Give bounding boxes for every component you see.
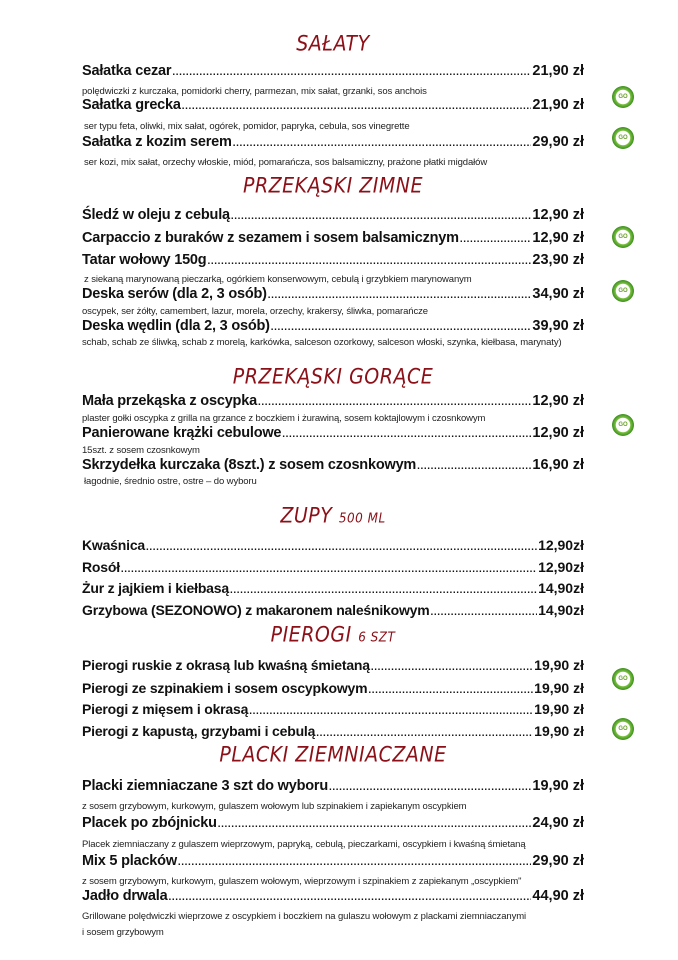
badge-label: GO xyxy=(618,94,628,100)
dot-leader xyxy=(233,138,532,149)
item-name: Carpaccio z buraków z sezamem i sosem balsamicznym xyxy=(82,230,459,246)
menu-item xyxy=(82,559,584,575)
vegetarian-badge-icon xyxy=(612,718,634,740)
section-title: PIEROGI xyxy=(270,622,352,648)
item-price: 12,90 zł xyxy=(532,425,584,441)
item-price: 21,90 zł xyxy=(532,97,584,113)
item-name: Placek po zbójnicku xyxy=(82,815,217,831)
item-name: Pierogi ze szpinakiem i sosem oscypkowym xyxy=(82,680,368,696)
vegetarian-badge-icon xyxy=(612,414,634,436)
dot-leader xyxy=(368,685,533,696)
menu-item xyxy=(82,425,584,441)
item-name: Sałatka cezar xyxy=(82,63,172,79)
section-heading-zupy xyxy=(82,504,584,528)
menu-item xyxy=(82,602,584,618)
item-description: ser kozi, mix sałat, orzechy włoskie, miód, pomarańcza, sos balsamiczny, prażone płatki migdałów xyxy=(84,157,488,168)
item-price: 44,90 zł xyxy=(532,888,584,904)
dot-leader xyxy=(168,892,531,903)
dot-leader xyxy=(258,397,531,408)
section-heading-przekaski-zimne: PRZEKĄSKI ZIMNE xyxy=(242,173,424,199)
item-name: Żur z jajkiem i kiełbasą xyxy=(82,580,229,596)
item-description: polędwiczki z kurczaka, pomidorki cherry, parmezan, mix sałat, grzanki, sos anchois xyxy=(82,86,427,97)
dot-leader xyxy=(268,290,532,301)
menu-item xyxy=(82,537,584,553)
item-price: 19,90 zł xyxy=(534,723,584,739)
dot-leader xyxy=(230,585,537,596)
item-price: 39,90 zł xyxy=(532,318,584,334)
item-price: 12,90zł xyxy=(538,537,584,553)
item-price: 19,90 zł xyxy=(534,657,584,673)
menu-item xyxy=(82,457,584,473)
item-description: plaster gołki oscypka z grilla na grzance z boczkiem i żurawiną, sosem koktajlowym i czosnkowym xyxy=(82,413,486,424)
menu-item xyxy=(82,318,584,334)
item-description: schab, schab ze śliwką, schab z morelą, karkówka, salceson ozorkowy, salceson włoski, szynka, kiełbasa, marynaty) xyxy=(82,337,562,348)
dot-leader xyxy=(121,564,537,575)
dot-leader xyxy=(417,461,531,472)
item-price: 19,90 zł xyxy=(534,701,584,717)
item-name: Mała przekąska z oscypka xyxy=(82,393,257,409)
dot-leader xyxy=(249,706,533,717)
menu-item xyxy=(82,252,584,268)
item-description: z sosem grzybowym, kurkowym, gulaszem wołowym, wieprzowym i szpinakiem z zapiekanym „oscypkiem" xyxy=(82,876,522,887)
item-price: 21,90 zł xyxy=(532,63,584,79)
item-name: Panierowane krążki cebulowe xyxy=(82,425,282,441)
item-description: oscypek, ser żółty, camembert, lazur, morela, orzechy, krakersy, śliwka, pomarańcze xyxy=(82,306,428,317)
item-price: 12,90 zł xyxy=(532,207,584,223)
dot-leader xyxy=(282,429,531,440)
menu-item xyxy=(82,680,584,696)
badge-label: GO xyxy=(618,135,628,141)
vegetarian-badge-icon xyxy=(612,668,634,690)
item-name: Sałatka z kozim serem xyxy=(82,134,232,150)
item-price: 14,90zł xyxy=(538,580,584,596)
item-price: 23,90 zł xyxy=(532,252,584,268)
vegetarian-badge-icon xyxy=(612,86,634,108)
menu-item xyxy=(82,286,584,302)
dot-leader xyxy=(271,322,532,333)
dot-leader xyxy=(316,728,533,739)
section-heading-przekaski-gorace: PRZEKĄSKI GORĄCE xyxy=(232,364,434,390)
badge-label: GO xyxy=(618,234,628,240)
menu-item xyxy=(82,888,584,904)
item-description: ser typu feta, oliwki, mix sałat, ogórek, pomidor, papryka, cebula, sos vinegrette xyxy=(84,121,410,132)
badge-label: GO xyxy=(618,288,628,294)
section-heading-pierogi xyxy=(82,623,584,647)
item-price: 29,90 zł xyxy=(532,134,584,150)
item-price: 14,90zł xyxy=(538,602,584,618)
item-description: 15szt. z sosem czosnkowym xyxy=(82,445,200,456)
item-name: Śledź w oleju z cebulą xyxy=(82,207,230,223)
section-title: ZUPY xyxy=(280,503,333,529)
dot-leader xyxy=(329,782,531,793)
item-price: 24,90 zł xyxy=(532,815,584,831)
dot-leader xyxy=(231,211,532,222)
menu-item xyxy=(82,230,584,246)
item-price: 12,90 zł xyxy=(532,393,584,409)
item-name: Pierogi z kapustą, grzybami i cebulą xyxy=(82,723,316,739)
item-description: z siekaną marynowaną pieczarką, ogórkiem konserwowym, cebulą i grzybkiem marynowanym xyxy=(84,274,472,285)
dot-leader xyxy=(178,857,531,868)
item-name: Pierogi z mięsem i okrasą xyxy=(82,701,249,717)
item-price: 16,90 zł xyxy=(532,457,584,473)
menu-item xyxy=(82,657,584,673)
menu-item xyxy=(82,815,584,831)
item-description: łagodnie, średnio ostre, ostre – do wyboru xyxy=(84,476,257,487)
menu-item xyxy=(82,207,584,223)
dot-leader xyxy=(207,256,531,267)
item-name: Kwaśnica xyxy=(82,537,145,553)
menu-item xyxy=(82,63,584,79)
item-description: Placek ziemniaczany z gulaszem wieprzowym, papryką, cebulą, pieczarkami, oscypkiem i kwaśną śmietaną xyxy=(82,839,526,850)
item-name: Tatar wołowy 150g xyxy=(82,252,207,268)
menu-item xyxy=(82,723,584,739)
menu-item xyxy=(82,701,584,717)
item-name: Mix 5 placków xyxy=(82,853,177,869)
item-name: Deska serów (dla 2, 3 osób) xyxy=(82,286,267,302)
item-price: 34,90 zł xyxy=(532,286,584,302)
item-price: 12,90zł xyxy=(538,559,584,575)
dot-leader xyxy=(460,234,532,245)
menu-item xyxy=(82,97,584,113)
vegetarian-badge-icon xyxy=(612,226,634,248)
item-name: Rosół xyxy=(82,559,120,575)
dot-leader xyxy=(218,819,532,830)
item-description: Grillowane polędwiczki wieprzowe z oscypkiem i boczkiem na gulaszu wołowym z plackami ziemniaczanymi xyxy=(82,911,527,922)
section-heading-salaty: SAŁATY xyxy=(296,31,370,57)
item-name: Skrzydełka kurczaka (8szt.) z sosem czosnkowym xyxy=(82,457,417,473)
item-price: 12,90 zł xyxy=(532,230,584,246)
item-name: Pierogi ruskie z okrasą lub kwaśną śmietaną xyxy=(82,657,370,673)
item-name: Sałatka grecka xyxy=(82,97,181,113)
vegetarian-badge-icon xyxy=(612,127,634,149)
menu-item xyxy=(82,393,584,409)
section-subtitle: 500 ML xyxy=(338,510,386,526)
menu-item xyxy=(82,853,584,869)
dot-leader xyxy=(431,607,538,618)
dot-leader xyxy=(146,542,537,553)
section-heading-placki: PLACKI ZIEMNIACZANE xyxy=(219,742,447,768)
menu-item xyxy=(82,778,584,794)
section-subtitle: 6 SZT xyxy=(358,629,396,645)
dot-leader xyxy=(371,662,533,673)
vegetarian-badge-icon xyxy=(612,280,634,302)
badge-label: GO xyxy=(618,676,628,682)
dot-leader xyxy=(182,101,532,112)
dot-leader xyxy=(172,67,531,78)
item-price: 19,90 zł xyxy=(532,778,584,794)
item-name: Jadło drwala xyxy=(82,888,168,904)
badge-label: GO xyxy=(618,422,628,428)
item-description: z sosem grzybowym, kurkowym, gulaszem wołowym lub szpinakiem i zapiekanym oscypkiem xyxy=(82,801,467,812)
menu-item xyxy=(82,134,584,150)
badge-label: GO xyxy=(618,726,628,732)
item-price: 19,90 zł xyxy=(534,680,584,696)
item-name: Grzybowa (SEZONOWO) z makaronem naleśnikowym xyxy=(82,602,430,618)
item-name: Placki ziemniaczane 3 szt do wyboru xyxy=(82,778,329,794)
item-price: 29,90 zł xyxy=(532,853,584,869)
menu-item xyxy=(82,580,584,596)
item-description-continued: i sosem grzybowym xyxy=(82,927,164,938)
item-name: Deska wędlin (dla 2, 3 osób) xyxy=(82,318,270,334)
